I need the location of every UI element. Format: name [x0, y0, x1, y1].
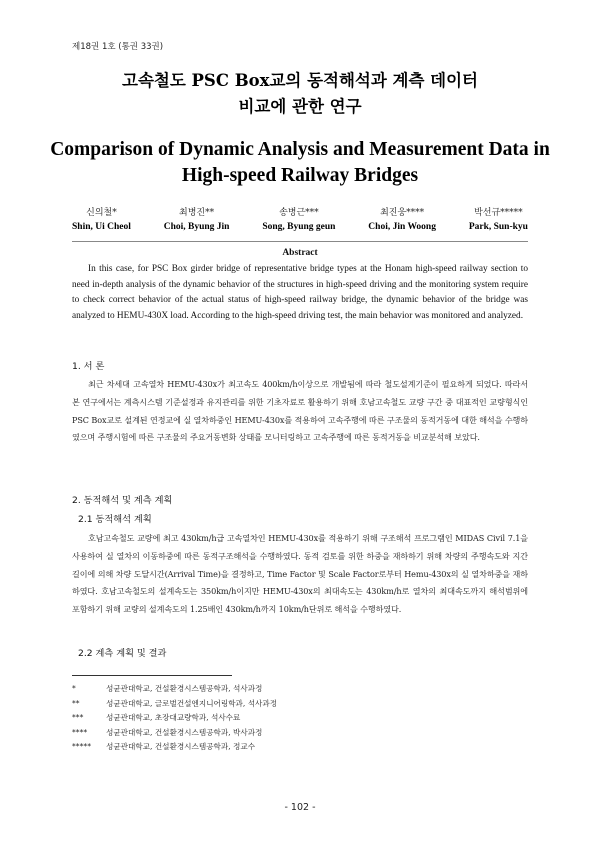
korean-title-line-2: 비교에 관한 연구 — [238, 97, 362, 116]
english-title-line-1: Comparison of Dynamic Analysis and Measurement Data in — [50, 139, 550, 160]
footnote-1 — [72, 682, 528, 697]
footnote-mark: ***** — [72, 742, 91, 752]
author-5 — [469, 206, 528, 234]
section-2-heading: 2. 동적해석 및 계측 계획 — [72, 495, 173, 506]
author-name-english: Choi, Jin Woong — [368, 222, 436, 232]
section-2-2-heading: 2.2 계측 계획 및 결과 — [78, 648, 167, 659]
section-2-1-heading: 2.1 동적해석 계획 — [78, 514, 152, 525]
author-name-english: Park, Sun-kyu — [468, 222, 528, 232]
footnote-text: 성균관대학교, 건설환경시스템공학과, 석사과정 — [106, 684, 263, 693]
footnotes — [72, 682, 528, 755]
footnote-divider — [72, 675, 232, 676]
author-name-english: Shin, Ui Cheol — [72, 222, 131, 232]
author-2 — [164, 206, 230, 234]
footnote-mark: ** — [72, 698, 80, 708]
korean-title-line-1: 고속철도 PSC Box교의 동적해석과 계측 데이터 — [122, 71, 478, 90]
footnote-mark: * — [72, 684, 76, 693]
footnote-text: 성균관대학교, 건설환경시스템공학과, 박사과정 — [106, 727, 263, 737]
author-name-english: Song, Byung geun — [262, 222, 336, 232]
section-2-1-body: 호남고속철도 교량에 최고 430km/h급 고속열차인 HEMU-430x를 적용하기 위해 구조해석 프로그램인 MIDAS Civil 7.1을 사용하여 실 열차의 이동하중에 따른 동적구조해석을 수행하였다. 동적 검토를 위한 하중을 재하하기 위해 차량의 주행속도와 지간 길이에 의해 차량 도달시간(Arrival Time)을 결정하고, Time Factor 및 Scale Factor로부터 Hemu-430x의 실 열차하중을 재하 하였다. 호남고속철도의 설계속도는 350km/h이지만 HEMU-430x의 최대속도는 430km/h로 열차의 최대속도까지 해석범위에 포함하기 위해 교량의 설계속도의 1.25배인 430km/h까지 10km/h단위로 해석을 수행하였다. — [72, 533, 528, 615]
author-divider — [72, 241, 528, 242]
author-4 — [368, 206, 436, 234]
footnote-5 — [72, 740, 528, 755]
author-name-korean: 최진웅**** — [380, 208, 425, 218]
running-head: 제18권 1호 (통권 33권) — [72, 42, 164, 52]
footnote-mark: *** — [72, 713, 84, 723]
footnote-mark: **** — [72, 727, 88, 737]
footnote-text: 성균관대학교, 건설환경시스템공학과, 정교수 — [106, 742, 256, 752]
abstract-heading: Abstract — [282, 248, 318, 258]
page-number: - 102 - — [284, 802, 316, 813]
author-name-english: Choi, Byung Jin — [163, 222, 230, 232]
author-name-korean: 박선규***** — [474, 208, 523, 218]
english-title-line-2: High-speed Railway Bridges — [181, 165, 419, 186]
section-1-heading: 1. 서 론 — [72, 361, 105, 372]
author-3 — [262, 206, 335, 234]
author-name-korean: 최병진** — [179, 208, 215, 218]
footnote-4 — [72, 726, 528, 741]
author-1 — [72, 206, 131, 234]
section-1-body: 최근 차세대 고속열차 HEMU-430x가 최고속도 400km/h이상으로 개발됨에 따라 철도설계기준이 필요하게 되었다. 따라서 본 연구에서는 계측시스템 기준설정과 유지관리를 위한 기초자료로 활용하기 위해 호남고속철도 교량 구간 중 대표적인 교량형식인 PSC Box교로 설계된 연정교에 실 열차하중인 HEMU-430x를 적용하여 고속주행에 따른 구조물의 동적거동에 대한 해석을 수행하였으며 주행시험에 따른 구조물의 주요거동변화 상태를 모니터링하고 고속주행에 따른 동적거동을 비교분석해 보았다. — [72, 379, 528, 443]
abstract-text: In this case, for PSC Box girder bridge of representative bridge types at the Honam high-speed railway section to need in-depth analysis of the dynamic behavior of the structures in high-speed driving and the monitoring system require to check correct behavior of the actual status of high-speed railway bridge, the dynamic behavior of the bridge was analyzed to HEMU-430X load. According to the high-speed driving test, the main behavior was monitored and analyzed. — [72, 264, 528, 321]
footnote-3 — [72, 711, 528, 726]
footnote-2 — [72, 697, 528, 712]
author-name-korean: 신의철* — [86, 208, 117, 218]
footnote-text: 성균관대학교, 글로벌건설엔지니어링학과, 석사과정 — [106, 698, 278, 708]
author-list — [72, 206, 528, 234]
footnote-text: 성균관대학교, 초장대교량학과, 석사수료 — [106, 713, 241, 723]
author-name-korean: 송병근*** — [279, 208, 319, 218]
